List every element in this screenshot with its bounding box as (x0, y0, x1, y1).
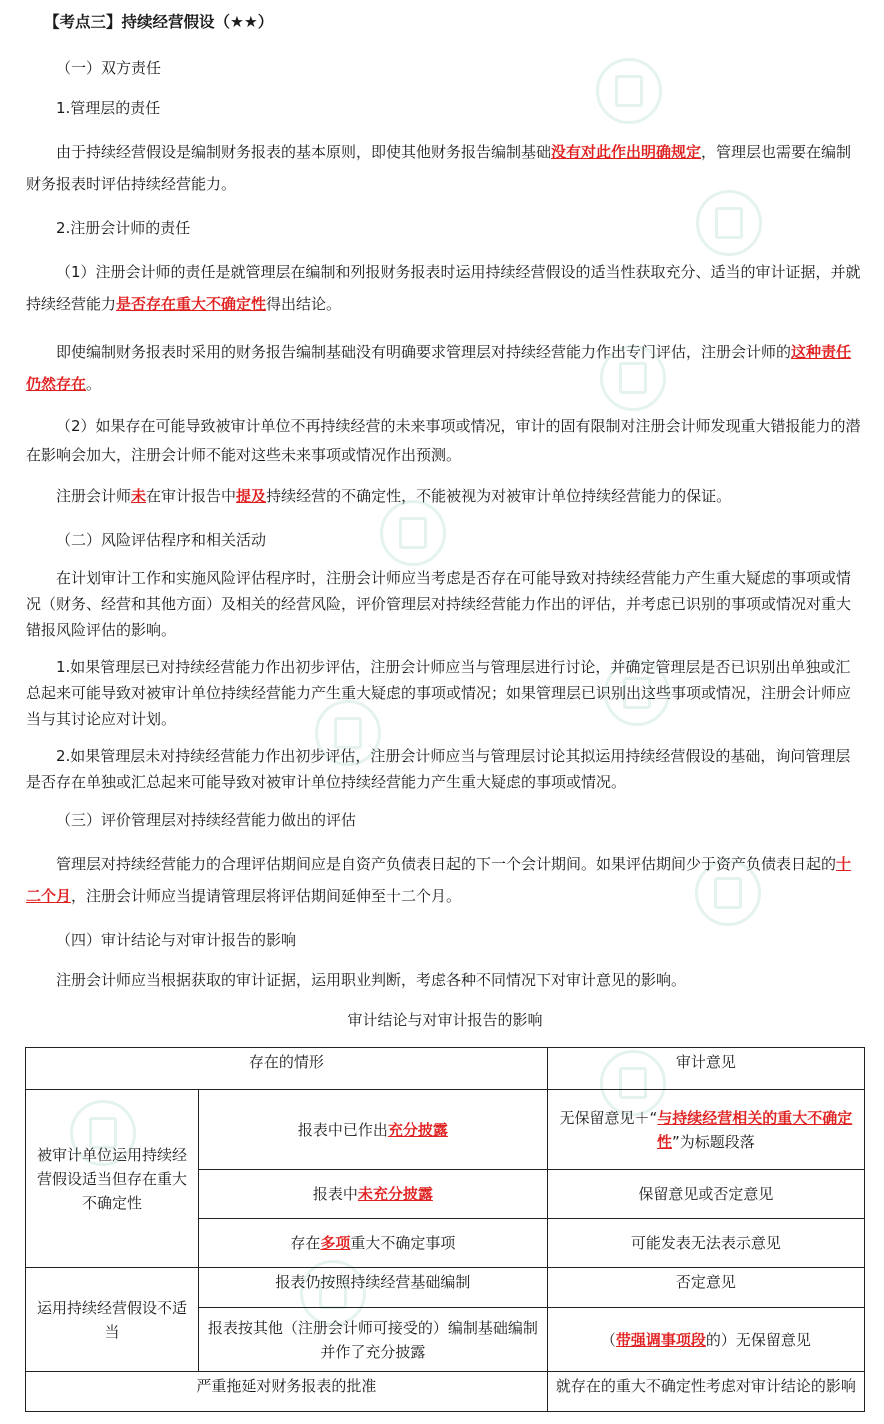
paragraph-8: 2.如果管理层未对持续经营能力作出初步评估，注册会计师应当与管理层讨论其拟运用持续经营假设的基础，询问管理层是否存在单独或汇总起来可能导致对被审计单位持续经营能力产生重大疑虑的事项或情况。 (26, 747, 851, 791)
subheading-1-2: 2.注册会计师的责任 (56, 219, 191, 237)
paragraph-4: （2）如果存在可能导致被审计单位不再持续经营的未来事项或情况，审计的固有限制对注册会计师发现重大错报能力的潜在影响会加大，注册会计师不能对这些未来事项或情况作出预测。 (26, 417, 861, 464)
paragraph-10: 注册会计师应当根据获取的审计证据，运用职业判断，考虑各种不同情况下对审计意见的影响。 (56, 971, 687, 989)
section-title: 【考点三】持续经营假设（★★） (44, 13, 274, 31)
paragraph-3: 即使编制财务报表时采用的财务报告编制基础没有明确要求管理层对持续经营能力作出专门评估，注册会计师的这种责任仍然存在。 (26, 343, 852, 393)
table-cell: 就存在的重大不确定性考虑对审计结论的影响 (547, 1372, 864, 1412)
table-cell: 保留意见或否定意见 (547, 1170, 864, 1219)
paragraph-1: 由于持续经营假设是编制财务报表的基本原则，即使其他财务报告编制基础没有对此作出明确规定，管理层也需要在编制财务报表时评估持续经营能力。 (26, 143, 852, 193)
table-cell: 报表仍按照持续经营基础编制 (199, 1268, 548, 1308)
paragraph-6: 在计划审计工作和实施风险评估程序时，注册会计师应当考虑是否存在可能导致对持续经营能力产生重大疑虑的事项或情况（财务、经营和其他方面）及相关的经营风险，评价管理层对持续经营能力作出的评估，并考虑已识别的事项或情况对重大错报风险评估的影响。 (26, 569, 852, 639)
table-group-1: 被审计单位运用持续经营假设适当但存在重大不确定性 (26, 1090, 199, 1268)
table-cell: 报表中已作出充分披露 (199, 1090, 548, 1170)
heading-4: （四）审计结论与对审计报告的影响 (56, 931, 297, 949)
table-cell: 否定意见 (547, 1268, 864, 1308)
table-cell: （带强调事项段的）无保留意见 (547, 1308, 864, 1372)
paragraph-5: 注册会计师未在审计报告中提及持续经营的不确定性，不能被视为对被审计单位持续经营能力的保证。 (56, 487, 732, 505)
paragraph-2: （1）注册会计师的责任是就管理层在编制和列报财务报表时运用持续经营假设的适当性获取充分、适当的审计证据，并就持续经营能力是否存在重大不确定性得出结论。 (26, 263, 861, 313)
table-cell: 无保留意见＋“与持续经营相关的重大不确定性”为标题段落 (547, 1090, 864, 1170)
paragraph-9: 管理层对持续经营能力的合理评估期间应是自资产负债表日起的下一个会计期间。如果评估期间少于资产负债表日起的十二个月，注册会计师应当提请管理层将评估期间延伸至十二个月。 (26, 855, 852, 905)
heading-3: （三）评价管理层对持续经营能力做出的评估 (56, 811, 357, 829)
heading-2: （二）风险评估程序和相关活动 (56, 531, 267, 549)
table-cell: 报表中未充分披露 (199, 1170, 548, 1219)
table-cell: 报表按其他（注册会计师可接受的）编制基础编制并作了充分披露 (199, 1308, 548, 1372)
paragraph-7: 1.如果管理层已对持续经营能力作出初步评估，注册会计师应当与管理层进行讨论，并确定管理层是否已识别出单独或汇总起来可能导致对被审计单位持续经营能力产生重大疑虑的事项或情况；如果管理层已识别出这些事项或情况，注册会计师应当与其讨论应对计划。 (26, 658, 852, 728)
heading-1: （一）双方责任 (56, 59, 162, 77)
table-group-2: 运用持续经营假设不适当 (26, 1268, 199, 1372)
table-cell: 严重拖延对财务报表的批准 (26, 1372, 548, 1412)
table-header-situation: 存在的情形 (26, 1048, 548, 1090)
table-header-opinion: 审计意见 (547, 1048, 864, 1090)
audit-conclusion-table (25, 1047, 865, 1412)
table-cell: 可能发表无法表示意见 (547, 1219, 864, 1268)
table-caption: 审计结论与对审计报告的影响 (347, 1011, 543, 1029)
table-cell: 存在多项重大不确定事项 (199, 1219, 548, 1268)
subheading-1-1: 1.管理层的责任 (56, 99, 161, 117)
